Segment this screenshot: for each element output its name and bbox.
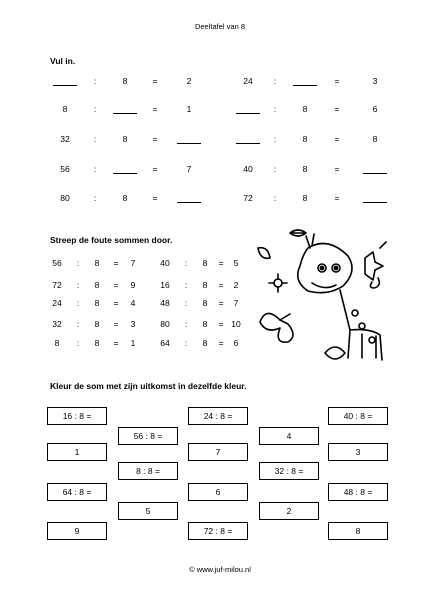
equation-a: 8 <box>62 104 68 114</box>
equation-op: : <box>184 258 188 268</box>
equation-eq: = <box>113 258 119 268</box>
equation-eq: = <box>113 280 119 290</box>
equation-a: 8 <box>54 338 60 348</box>
equation-eq: = <box>113 338 119 348</box>
equation-eq: = <box>218 258 224 268</box>
equation-b: 8 <box>202 258 208 268</box>
equation-c: 3 <box>372 76 378 86</box>
equation-c <box>357 164 393 174</box>
equation-a: 24 <box>52 298 62 308</box>
equation-eq: = <box>334 164 340 174</box>
answer-box[interactable]: 4 <box>259 427 319 445</box>
equation-a: 56 <box>52 258 62 268</box>
equation-a: 32 <box>52 319 62 329</box>
equation-eq: = <box>113 319 119 329</box>
equation-eq: = <box>334 193 340 203</box>
equation-op: : <box>76 280 80 290</box>
answer-blank[interactable] <box>363 164 387 174</box>
equation-b: 8 <box>122 76 128 86</box>
footer-credit: © www.juf-milou.nl <box>189 565 251 574</box>
equation-eq: = <box>218 280 224 290</box>
equation-eq: = <box>113 298 119 308</box>
answer-box[interactable]: 1 <box>47 443 107 461</box>
page-title: Deeltafel van 8 <box>194 22 246 31</box>
equation-c: 5 <box>233 258 239 268</box>
answer-blank[interactable] <box>177 134 201 144</box>
equation-a: 32 <box>60 134 70 144</box>
sum-box[interactable]: 72 : 8 = <box>188 522 248 540</box>
equation-c: 2 <box>186 76 192 86</box>
equation-b: 8 <box>202 338 208 348</box>
section-heading-fill-in: Vul in. <box>50 56 76 66</box>
equation-op: : <box>184 319 188 329</box>
sum-box[interactable]: 48 : 8 = <box>328 483 388 501</box>
equation-op: : <box>76 258 80 268</box>
equation-op: : <box>93 76 97 86</box>
sum-box[interactable]: 16 : 8 = <box>47 407 107 425</box>
answer-blank[interactable] <box>113 104 137 114</box>
equation-c: 6 <box>233 338 239 348</box>
equation-a: 72 <box>243 193 253 203</box>
equation-c: 7 <box>130 258 136 268</box>
equation-op: : <box>273 76 277 86</box>
equation-a: 80 <box>160 319 170 329</box>
equation-b: 8 <box>94 258 100 268</box>
equation-a: 16 <box>160 280 170 290</box>
equation-a: 48 <box>160 298 170 308</box>
equation-c <box>171 193 207 203</box>
answer-box[interactable]: 9 <box>47 522 107 540</box>
answer-box[interactable]: 5 <box>118 502 178 520</box>
sum-box[interactable]: 24 : 8 = <box>188 407 248 425</box>
equation-op: : <box>273 104 277 114</box>
answer-box[interactable]: 8 <box>328 522 388 540</box>
equation-op: : <box>273 164 277 174</box>
equation-c: 8 <box>372 134 378 144</box>
equation-eq: = <box>152 164 158 174</box>
equation-eq: = <box>152 193 158 203</box>
equation-op: : <box>184 338 188 348</box>
equation-a: 40 <box>160 258 170 268</box>
equation-eq: = <box>218 319 224 329</box>
sum-box[interactable]: 8 : 8 = <box>118 462 178 480</box>
equation-op: : <box>184 280 188 290</box>
equation-op: : <box>93 104 97 114</box>
equation-a: 40 <box>243 164 253 174</box>
equation-eq: = <box>152 104 158 114</box>
sum-box[interactable]: 56 : 8 = <box>118 427 178 445</box>
equation-b: 8 <box>302 104 308 114</box>
equation-op: : <box>76 338 80 348</box>
equation-c: 2 <box>233 280 239 290</box>
equation-eq: = <box>218 298 224 308</box>
equation-b: 8 <box>302 193 308 203</box>
equation-c: 3 <box>130 319 136 329</box>
equation-c: 10 <box>231 319 241 329</box>
equation-b: 8 <box>94 280 100 290</box>
equation-op: : <box>76 298 80 308</box>
equation-a: 80 <box>60 193 70 203</box>
equation-c <box>357 193 393 203</box>
sum-box[interactable]: 32 : 8 = <box>259 462 319 480</box>
equation-b: 8 <box>122 193 128 203</box>
answer-blank[interactable] <box>177 193 201 203</box>
equation-a: 72 <box>52 280 62 290</box>
equation-b: 8 <box>202 319 208 329</box>
answer-blank[interactable] <box>363 193 387 203</box>
equation-c: 4 <box>130 298 136 308</box>
equation-b: 8 <box>202 298 208 308</box>
equation-op: : <box>93 193 97 203</box>
answer-blank[interactable] <box>53 76 77 86</box>
answer-box[interactable]: 6 <box>188 483 248 501</box>
equation-eq: = <box>334 104 340 114</box>
equation-c: 1 <box>186 104 192 114</box>
equation-op: : <box>93 164 97 174</box>
equation-op: : <box>184 298 188 308</box>
equation-op: : <box>273 134 277 144</box>
equation-b <box>287 76 323 86</box>
equation-eq: = <box>152 134 158 144</box>
equation-c: 1 <box>130 338 136 348</box>
equation-b: 8 <box>94 338 100 348</box>
equation-c: 9 <box>130 280 136 290</box>
equation-c: 7 <box>233 298 239 308</box>
section-heading-color-match: Kleur de som met zijn uitkomst in dezelfde kleur. <box>50 381 247 391</box>
answer-box[interactable]: 2 <box>259 502 319 520</box>
giraffe-illustration <box>250 228 390 368</box>
equation-op: : <box>76 319 80 329</box>
equation-op: : <box>273 193 277 203</box>
sum-box[interactable]: 40 : 8 = <box>328 407 388 425</box>
section-heading-cross-out: Streep de foute sommen door. <box>50 235 173 245</box>
equation-a: 24 <box>243 76 253 86</box>
answer-blank[interactable] <box>293 76 317 86</box>
equation-b: 8 <box>302 164 308 174</box>
equation-a: 64 <box>160 338 170 348</box>
equation-b: 8 <box>94 298 100 308</box>
equation-b: 8 <box>202 280 208 290</box>
equation-a: 56 <box>60 164 70 174</box>
equation-b: 8 <box>122 134 128 144</box>
equation-op: : <box>93 134 97 144</box>
equation-eq: = <box>218 338 224 348</box>
equation-c: 7 <box>186 164 192 174</box>
sum-box[interactable]: 64 : 8 = <box>47 483 107 501</box>
equation-eq: = <box>334 134 340 144</box>
equation-eq: = <box>334 76 340 86</box>
equation-b: 8 <box>302 134 308 144</box>
equation-c: 6 <box>372 104 378 114</box>
answer-box[interactable]: 7 <box>188 443 248 461</box>
answer-blank[interactable] <box>113 164 137 174</box>
equation-b: 8 <box>94 319 100 329</box>
answer-box[interactable]: 3 <box>328 443 388 461</box>
equation-c <box>171 134 207 144</box>
equation-eq: = <box>152 76 158 86</box>
